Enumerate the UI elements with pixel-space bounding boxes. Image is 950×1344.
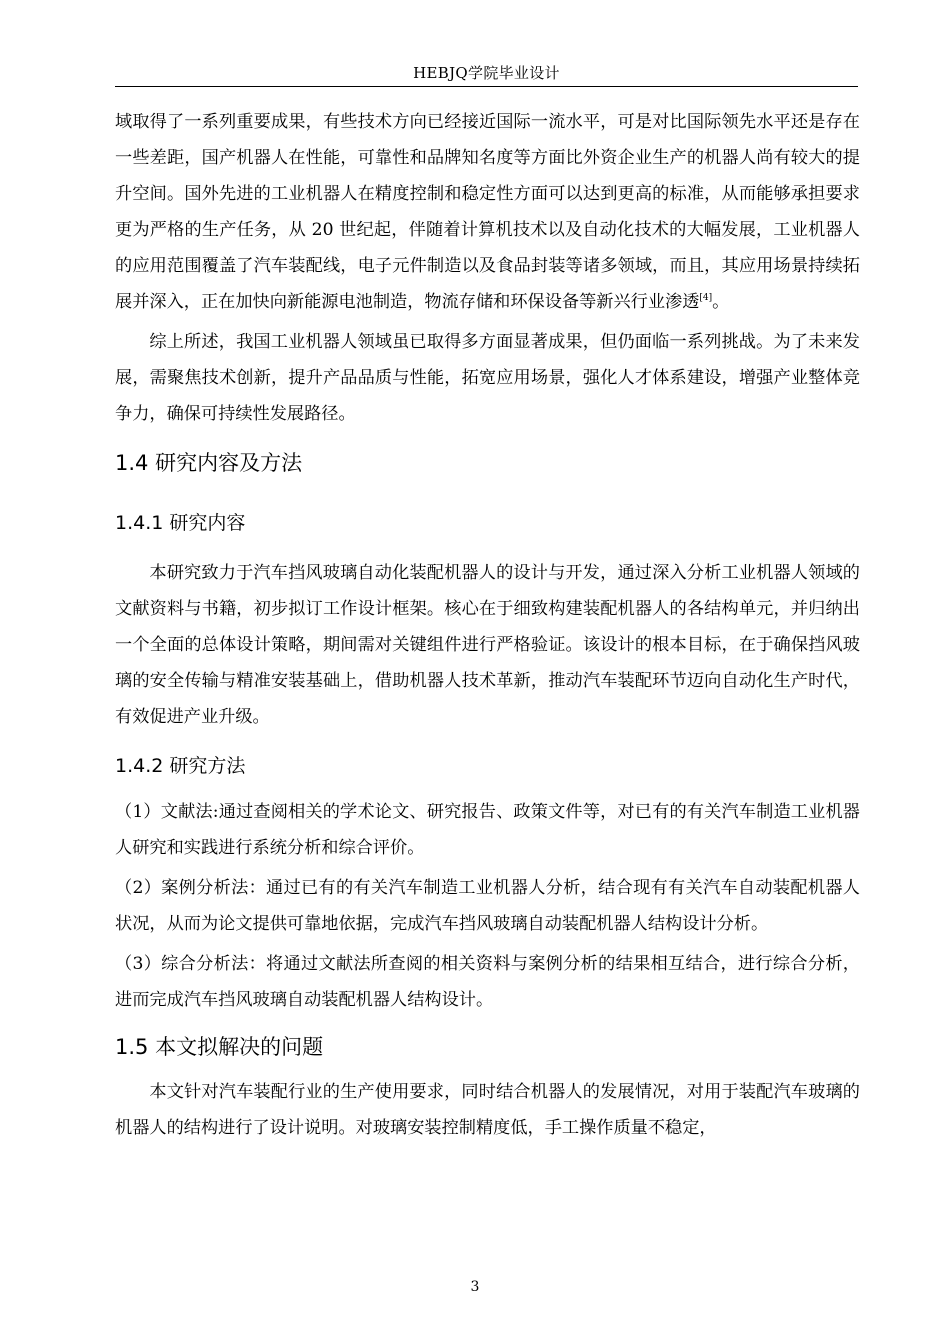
section-heading-1-4: 1.4 研究内容及方法 xyxy=(115,451,303,475)
method-item-case-analysis: （2）案例分析法：通过已有的有关汽车制造工业机器人分析，结合现有有关汽车自动装配机器人状况，从而为论文提供可靠地依据，完成汽车挡风玻璃自动装配机器人结构设计分析。 xyxy=(115,878,860,934)
method-item-literature: （1）文献法:通过查阅相关的学术论文、研究报告、政策文件等，对已有的有关汽车制造工业机器人研究和实践进行系统分析和综合评价。 xyxy=(115,802,860,858)
paragraph-text: 域取得了一系列重要成果，有些技术方向已经接近国际一流水平，可是对比国际领先水平还是存在一些差距，国产机器人在性能，可靠性和品牌知名度等方面比外资企业生产的机器人尚有较大的提升空间。国外先进的工业机器人在精度控制和稳定性方面可以达到更高的标准，从而能够承担要求更为严格的生产任务，从 20 世纪起，伴随着计算机技术以及自动化技术的大幅发展，工业机器人的应用范围覆盖了汽车装配线，电子元件制造以及食品封装等诸多领域，而且，其应用场景持续拓展并深入，正在加快向新能源电池制造，物流存储和环保设备等新兴行业渗透 xyxy=(115,112,860,312)
header-rule xyxy=(115,86,858,87)
paragraph-summary: 综上所述，我国工业机器人领域虽已取得多方面显著成果，但仍面临一系列挑战。为了未来发展，需聚焦技术创新，提升产品品质与性能，拓宽应用场景，强化人才体系建设，增强产业整体竞争力，确保可持续性发展路径。 xyxy=(115,332,860,424)
paragraph-end: 。 xyxy=(712,292,730,312)
paragraph-intro-continued xyxy=(115,104,860,320)
subsection-heading-1-4-2: 1.4.2 研究方法 xyxy=(115,755,246,777)
section-heading-1-5: 1.5 本文拟解决的问题 xyxy=(115,1035,324,1059)
page-body xyxy=(115,104,860,1146)
citation-ref: [4] xyxy=(699,293,713,303)
method-item-comprehensive: （3）综合分析法：将通过文献法所查阅的相关资料与案例分析的结果相互结合，进行综合分析，进而完成汽车挡风玻璃自动装配机器人结构设计。 xyxy=(115,954,860,1010)
paragraph-research-content: 本研究致力于汽车挡风玻璃自动化装配机器人的设计与开发，通过深入分析工业机器人领域的文献资料与书籍，初步拟订工作设计框架。核心在于细致构建装配机器人的各结构单元，并归纳出一个全面的总体设计策略，期间需对关键组件进行严格验证。该设计的根本目标，在于确保挡风玻璃的安全传输与精准安装基础上，借助机器人技术革新，推动汽车装配环节迈向自动化生产时代，有效促进产业升级。 xyxy=(115,563,860,727)
subsection-heading-1-4-1: 1.4.1 研究内容 xyxy=(115,512,246,534)
page-header: HEBJQ学院毕业设计 xyxy=(413,64,560,82)
paragraph-problem-statement: 本文针对汽车装配行业的生产使用要求，同时结合机器人的发展情况，对用于装配汽车玻璃的机器人的结构进行了设计说明。对玻璃安装控制精度低，手工操作质量不稳定， xyxy=(115,1082,860,1138)
page-number: 3 xyxy=(470,1279,480,1295)
